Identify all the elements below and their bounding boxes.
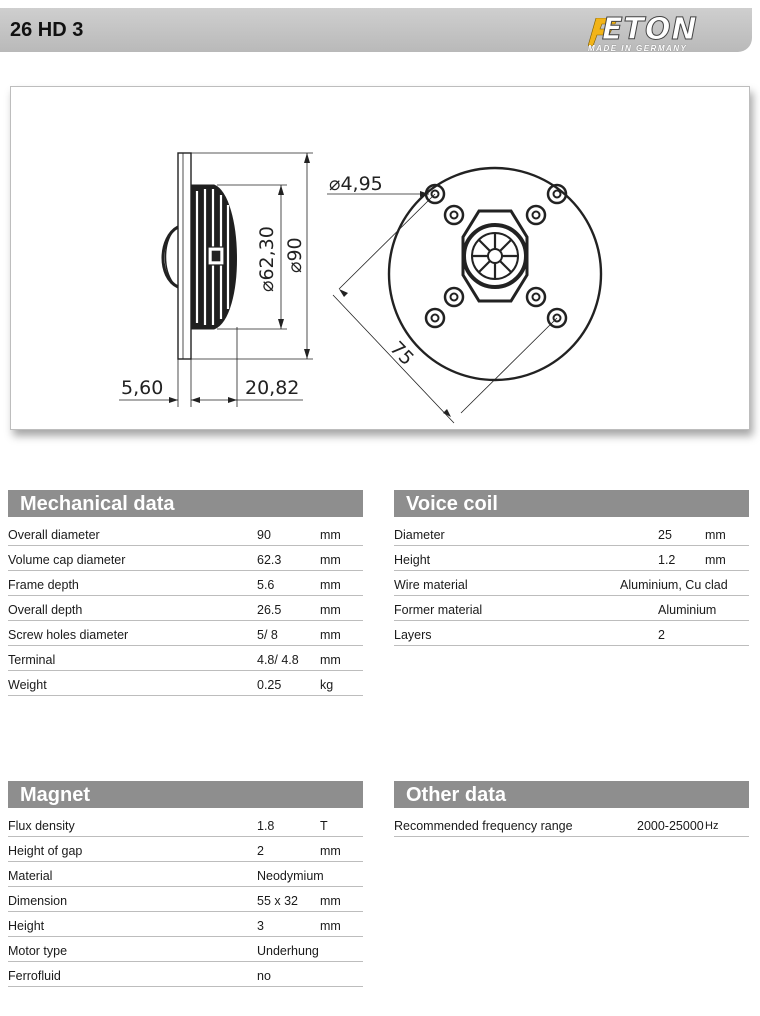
front-view xyxy=(327,168,601,423)
header-bar xyxy=(0,8,752,52)
spec-value: 62.3 xyxy=(257,553,282,567)
voice-coil-rows xyxy=(394,521,749,646)
other-data-section xyxy=(394,781,749,837)
spec-label: Weight xyxy=(8,678,47,692)
spec-row xyxy=(8,837,363,862)
spec-unit: mm xyxy=(320,844,341,858)
spec-unit: Hz xyxy=(705,820,719,832)
spec-row xyxy=(8,912,363,937)
spec-row xyxy=(8,596,363,621)
mechanical-data-section xyxy=(8,490,363,696)
spec-row xyxy=(8,962,363,987)
spec-label: Material xyxy=(8,869,53,883)
model-title: 26 HD 3 xyxy=(10,19,84,41)
spec-label: Screw holes diameter xyxy=(8,628,129,642)
magnet-rows xyxy=(8,812,363,987)
spec-label: Height xyxy=(8,919,45,933)
technical-drawing xyxy=(10,86,750,430)
spec-value: 26.5 xyxy=(257,603,282,617)
dim-symbol: ⌀ xyxy=(284,261,306,273)
magnet-title: Magnet xyxy=(8,781,363,808)
spec-row xyxy=(8,546,363,571)
spec-label: Overall depth xyxy=(8,603,83,617)
spec-label: Wire material xyxy=(394,578,468,592)
spec-unit: mm xyxy=(320,578,341,592)
spec-row xyxy=(8,887,363,912)
spec-value: 5.6 xyxy=(257,578,275,592)
spec-row xyxy=(394,521,749,546)
spec-row xyxy=(8,862,363,887)
magnet-section xyxy=(8,781,363,987)
spec-value: 2 xyxy=(257,844,264,858)
other-data-title: Other data xyxy=(394,781,749,808)
spec-row xyxy=(8,621,363,646)
spec-label: Flux density xyxy=(8,819,75,833)
spec-value: 3 xyxy=(257,919,264,933)
spec-unit: mm xyxy=(705,553,726,567)
spec-value: 0.25 xyxy=(257,678,282,692)
spec-value: Aluminium xyxy=(658,603,717,617)
spec-value: 2 xyxy=(658,628,665,642)
spec-unit: mm xyxy=(320,553,341,567)
spec-value: 25 xyxy=(658,528,672,542)
mechanical-data-rows xyxy=(8,521,363,696)
spec-row xyxy=(8,571,363,596)
spec-value: 1.2 xyxy=(658,553,676,567)
spec-label: Ferrofluid xyxy=(8,969,61,983)
spec-label: Terminal xyxy=(8,653,56,667)
spec-value: 4.8/ 4.8 xyxy=(257,653,299,667)
spec-label: Dimension xyxy=(8,894,68,908)
spec-label: Overall diameter xyxy=(8,528,100,542)
spec-value: no xyxy=(257,969,271,983)
spec-unit: T xyxy=(320,819,328,833)
spec-unit: kg xyxy=(320,678,334,692)
spec-label: Height xyxy=(394,553,431,567)
spec-value: Underhung xyxy=(257,944,319,958)
brand-tagline: MADE IN GERMANY xyxy=(588,44,688,53)
spec-row xyxy=(8,646,363,671)
spec-label: Former material xyxy=(394,603,483,617)
spec-unit: mm xyxy=(705,528,726,542)
spec-label: Diameter xyxy=(394,528,445,542)
dim-cap-diameter: 62,30 xyxy=(256,226,278,281)
spec-row xyxy=(394,546,749,571)
other-data-rows xyxy=(394,812,749,837)
spec-unit: mm xyxy=(320,528,341,542)
dim-overall-diameter-label xyxy=(284,237,306,273)
spec-value: Aluminium, Cu clad xyxy=(620,578,728,592)
spec-row xyxy=(8,521,363,546)
spec-unit: mm xyxy=(320,919,341,933)
spec-label: Motor type xyxy=(8,944,68,958)
spec-label: Recommended frequency range xyxy=(394,819,573,833)
spec-row xyxy=(394,571,749,596)
brand-name: ETON xyxy=(602,12,698,47)
spec-label: Layers xyxy=(394,628,432,642)
spec-value: 2000-25000 xyxy=(637,819,704,833)
dim-bolt-spacing: 75 xyxy=(385,337,419,370)
side-view xyxy=(119,153,313,407)
spec-row xyxy=(394,621,749,646)
spec-label: Frame depth xyxy=(8,578,79,592)
dim-hole-diameter: 4,95 xyxy=(340,173,383,195)
spec-unit: mm xyxy=(320,894,341,908)
dim-overall-diameter: 90 xyxy=(284,237,306,262)
dim-hole-diameter-label xyxy=(329,173,383,195)
spec-row xyxy=(8,671,363,696)
spec-value: 55 x 32 xyxy=(257,894,299,908)
brand-logo xyxy=(588,14,728,58)
mechanical-data-title: Mechanical data xyxy=(8,490,363,517)
spec-value: 5/ 8 xyxy=(257,628,278,642)
drawing-canvas xyxy=(11,87,751,431)
dim-body-depth: 20,82 xyxy=(245,377,300,399)
spec-row xyxy=(8,937,363,962)
dim-symbol: ⌀ xyxy=(256,280,278,292)
voice-coil-title: Voice coil xyxy=(394,490,749,517)
spec-row xyxy=(394,812,749,837)
spec-value: Neodymium xyxy=(257,869,324,883)
spec-unit: mm xyxy=(320,603,341,617)
spec-value: 90 xyxy=(257,528,271,542)
spec-unit: mm xyxy=(320,628,341,642)
dim-symbol: ⌀ xyxy=(329,173,341,195)
spec-row xyxy=(8,812,363,837)
dim-frame-depth: 5,60 xyxy=(121,377,164,399)
spec-label: Volume cap diameter xyxy=(8,553,126,567)
voice-coil-section xyxy=(394,490,749,646)
spec-row xyxy=(394,596,749,621)
spec-label: Height of gap xyxy=(8,844,83,858)
dim-body-diameter-label xyxy=(256,226,278,292)
spec-unit: mm xyxy=(320,653,341,667)
spec-value: 1.8 xyxy=(257,819,275,833)
